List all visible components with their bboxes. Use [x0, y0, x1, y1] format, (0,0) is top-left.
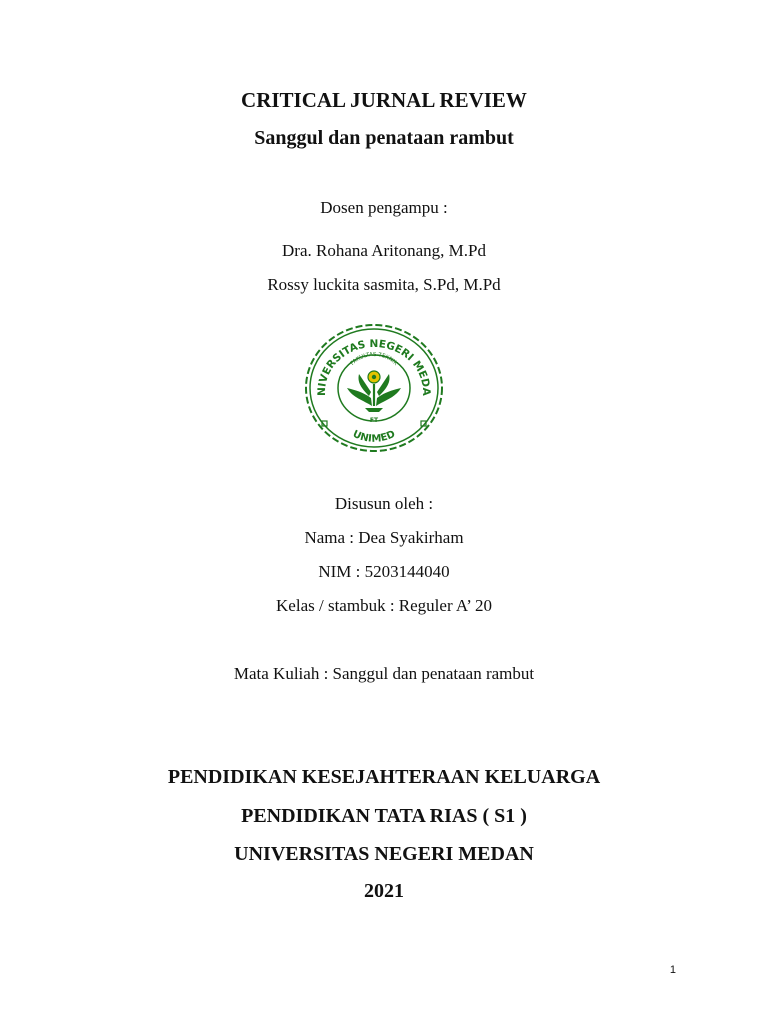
- author-nim: NIM : 5203144040: [318, 562, 450, 581]
- program-name: PENDIDIKAN KESEJAHTERAAN KELUARGA: [167, 766, 601, 788]
- document-title: CRITICAL JURNAL REVIEW: [241, 88, 527, 112]
- seal-inner-text: FAKULTAS TEKNIK: [349, 351, 399, 367]
- university-seal-icon: [303, 322, 445, 454]
- lecturer-name-2: Rossy luckita sasmita, S.Pd, M.Pd: [267, 275, 501, 294]
- document-year: 2021: [364, 880, 404, 902]
- lecturer-name-1: Dra. Rohana Aritonang, M.Pd: [282, 241, 486, 260]
- document-subtitle: Sanggul dan penataan rambut: [254, 127, 514, 149]
- svg-text:FAKULTAS TEKNIK: [350, 352, 399, 367]
- study-program: PENDIDIKAN TATA RIAS ( S1 ): [241, 805, 527, 827]
- university-logo: [303, 322, 445, 454]
- author-label: Disusun oleh :: [334, 494, 434, 513]
- university-name: UNIVERSITAS NEGERI MEDAN: [234, 843, 534, 865]
- author-class: Kelas / stambuk : Reguler A’ 20: [276, 596, 492, 615]
- page-number: 1: [669, 964, 676, 976]
- svg-text:UNIVERSITAS NEGERI MEDAN: [303, 322, 432, 397]
- lecturer-label: Dosen pengampu :: [320, 198, 448, 217]
- author-name: Nama : Dea Syakirham: [304, 528, 464, 547]
- seal-bottom-text: UNIMED: [350, 428, 398, 445]
- seal-ring-text: NIVERSITAS NEGERI MEDA: [315, 337, 433, 397]
- seal-center-text: FT: [369, 417, 379, 424]
- course-name: Mata Kuliah : Sanggul dan penataan rambut: [233, 664, 535, 683]
- svg-text:UNIMED: [351, 429, 397, 445]
